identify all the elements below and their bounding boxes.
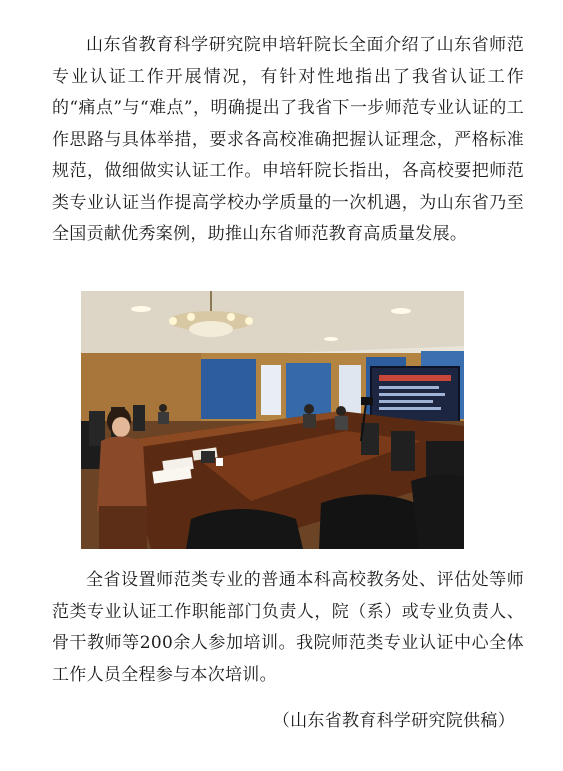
source-note: （山东省教育科学研究院供稿） bbox=[272, 711, 515, 731]
article-paragraph-2: 全省设置师范类专业的普通本科高校教务处、评估处等师范类专业认证工作职能部门负责人，院（系）或专业负责人、骨干教师等200余人参加培训。我院师范类专业认证中心全体工作人员全程参与本次培训。 bbox=[52, 570, 524, 685]
article-paragraph-1: 山东省教育科学研究院申培轩院长全面介绍了山东省师范专业认证工作开展情况，有针对性地指出了我省认证工作的“痛点”与“难点”，明确提出了我省下一步师范专业认证的工作思路与具体举措，要求各高校准确把握认证理念，严格标准规范，做细做实认证工作。申培轩院长指出，各高校要把师范类专业认证当作提高学校办学质量的一次机遇，为山东省乃至全国贡献优秀案例，助推山东省师范教育高质量发展。 bbox=[52, 35, 524, 244]
presentation-screen-icon bbox=[371, 367, 459, 423]
meeting-photo bbox=[81, 291, 464, 549]
